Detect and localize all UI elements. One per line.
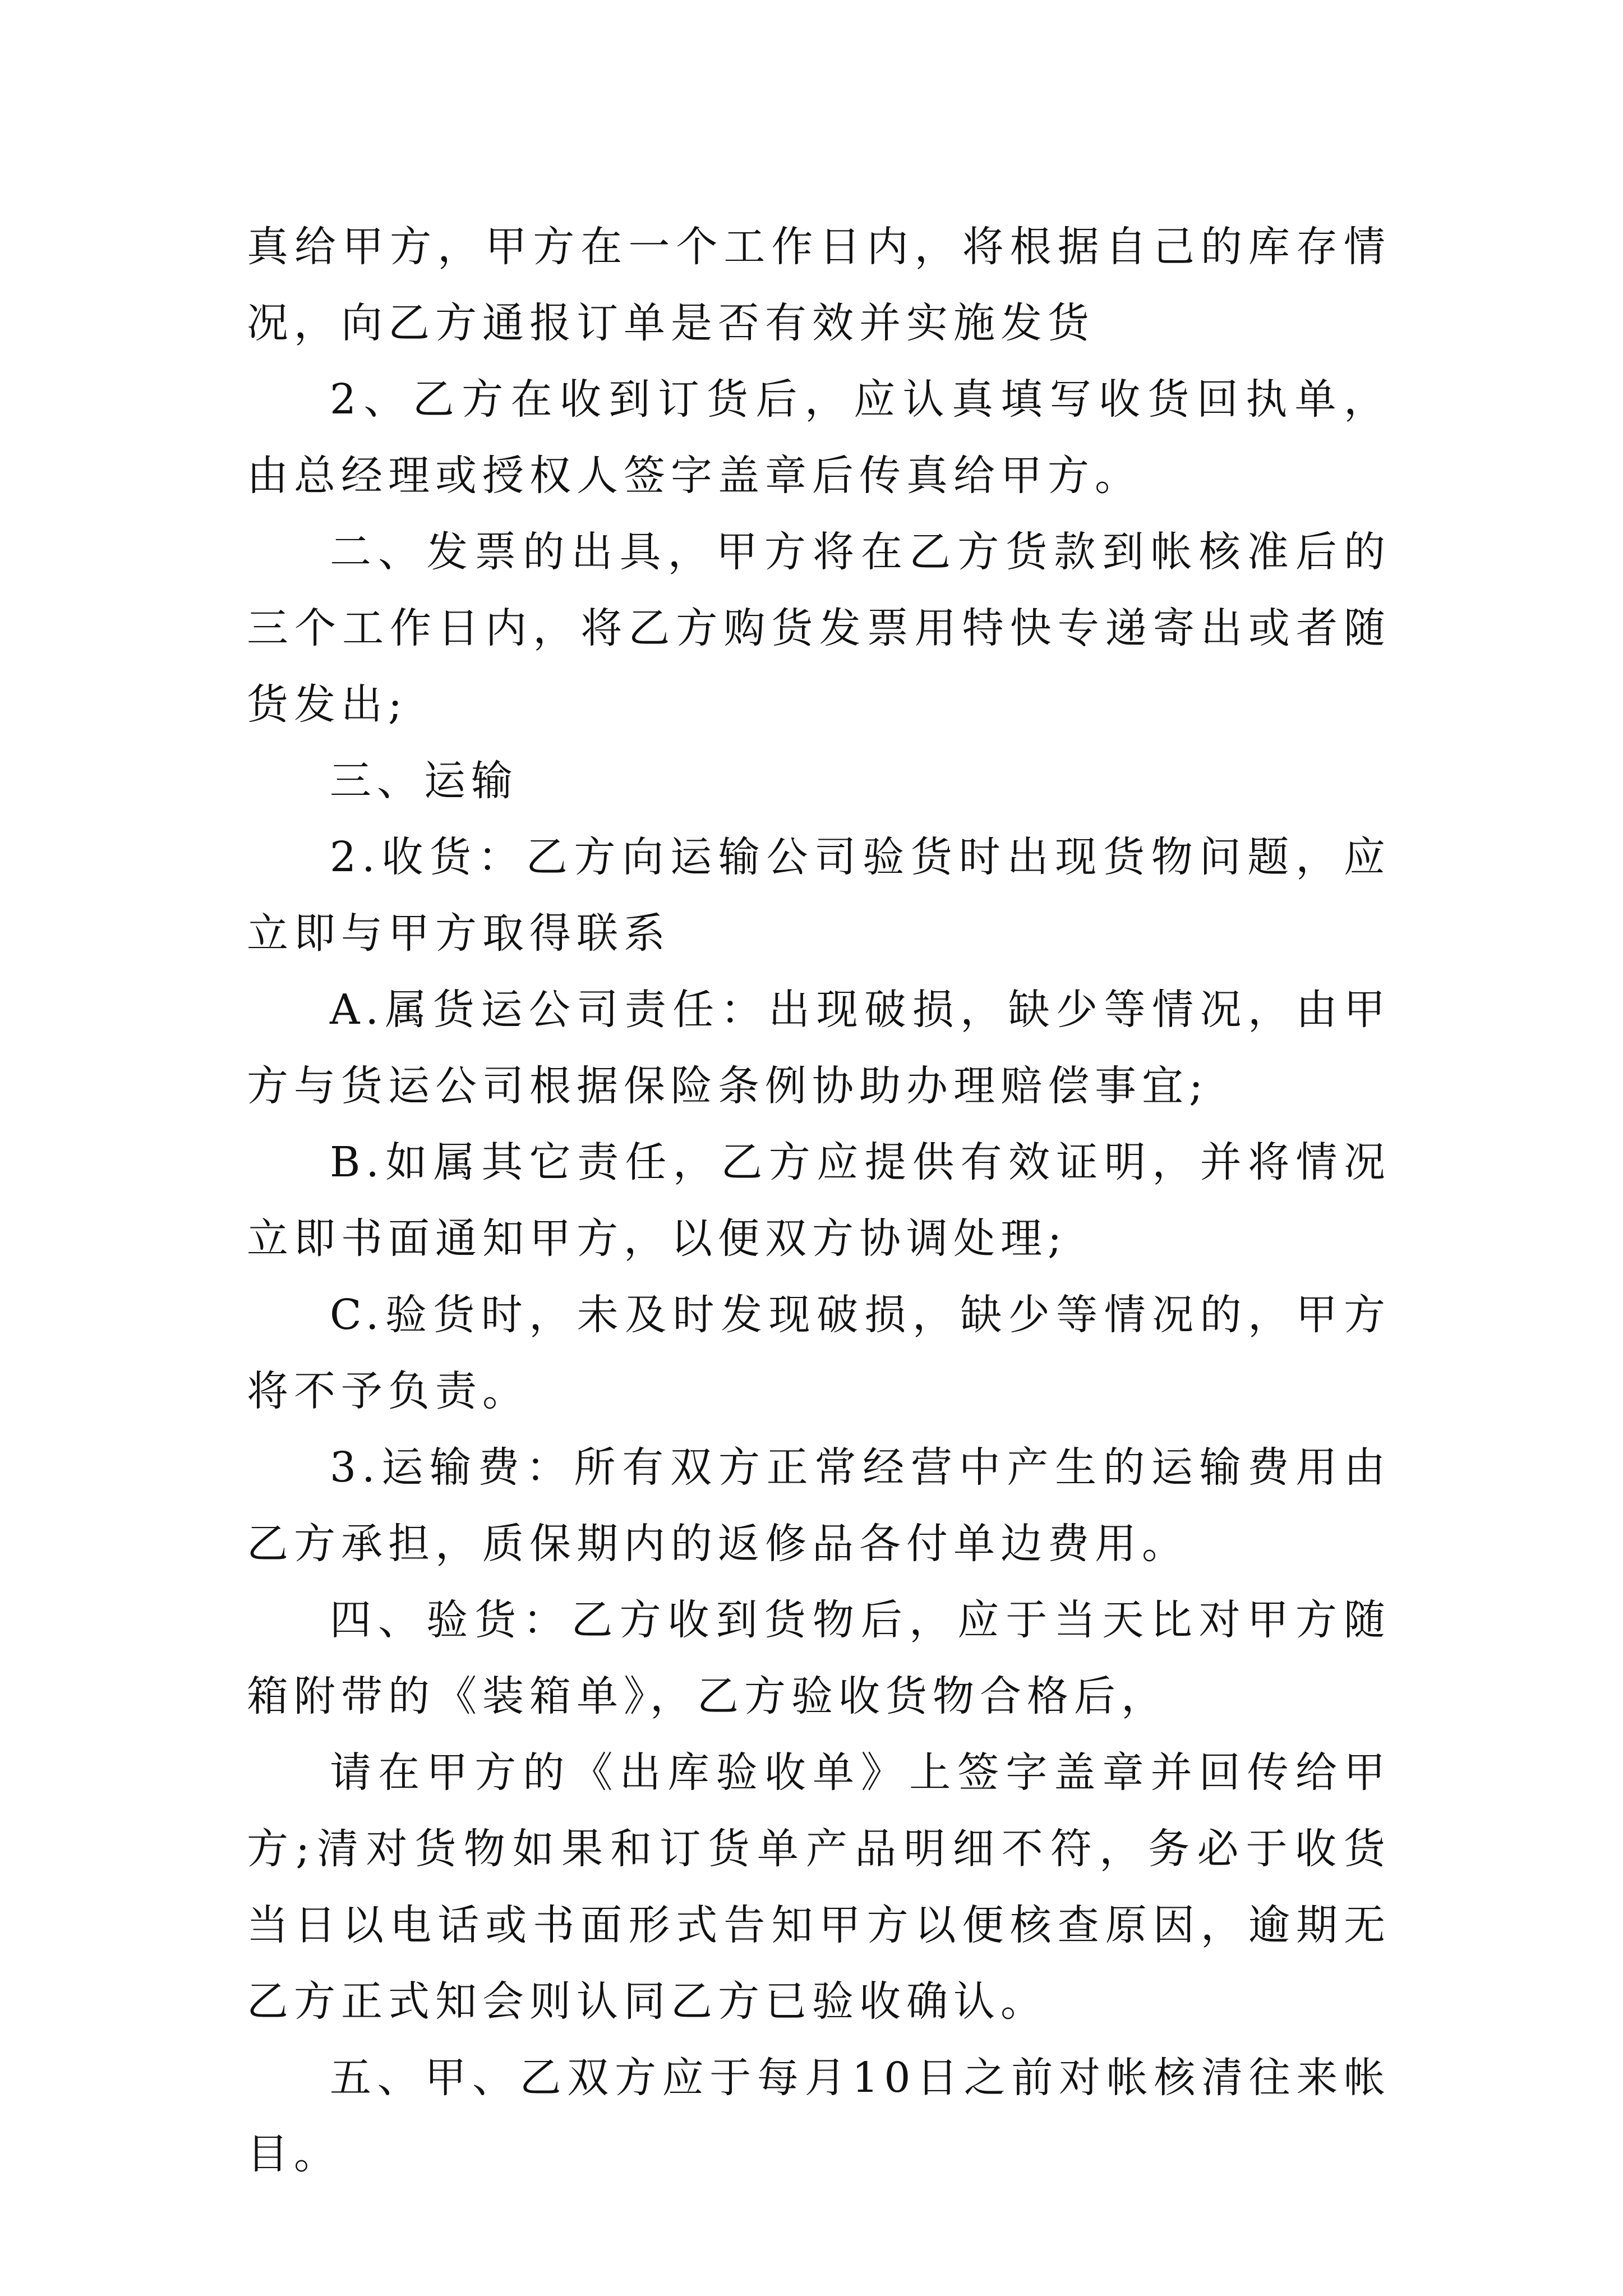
paragraph-9: 3.运输费：所有双方正常经营中产生的运输费用由乙方承担，质保期内的返修品各付单边费用。 [247, 1443, 1391, 1568]
paragraph-2: 2、乙方在收到订货后，应认真填写收货回执单，由总经理或授权人签字盖章后传真给甲方。 [247, 375, 1391, 500]
paragraph-4: 三、运输 [330, 757, 518, 805]
paragraph-6: A.属货运公司责任：出现破损，缺少等情况，由甲方与货运公司根据保险条例协助办理赔偿事宜; [247, 986, 1391, 1110]
document-body [247, 209, 1391, 2192]
paragraph-11: 请在甲方的《出库验收单》上签字盖章并回传给甲方;清对货物如果和订货单产品明细不符，务必于收货当日以电话或书面形式告知甲方以便核查原因，逾期无乙方正式知会则认同乙方已验收确认。 [247, 1749, 1391, 2026]
paragraph-10: 四、验货：乙方收到货物后，应于当天比对甲方随箱附带的《装箱单》，乙方验收货物合格后， [247, 1596, 1391, 1720]
paragraph-8: C.验货时，未及时发现破损，缺少等情况的，甲方将不予负责。 [247, 1291, 1391, 1415]
paragraph-1: 真给甲方，甲方在一个工作日内，将根据自己的库存情况，向乙方通报订单是否有效并实施发货 [247, 223, 1391, 347]
paragraph-3: 二、发票的出具，甲方将在乙方货款到帐核准后的三个工作日内，将乙方购货发票用特快专递寄出或者随货发出; [247, 528, 1391, 729]
paragraph-7: B.如属其它责任，乙方应提供有效证明，并将情况立即书面通知甲方，以便双方协调处理; [247, 1138, 1391, 1263]
paragraph-12: 五、甲、乙双方应于每月10日之前对帐核清往来帐目。 [247, 2054, 1391, 2178]
paragraph-5: 2.收货：乙方向运输公司验货时出现货物问题，应立即与甲方取得联系 [247, 833, 1391, 958]
